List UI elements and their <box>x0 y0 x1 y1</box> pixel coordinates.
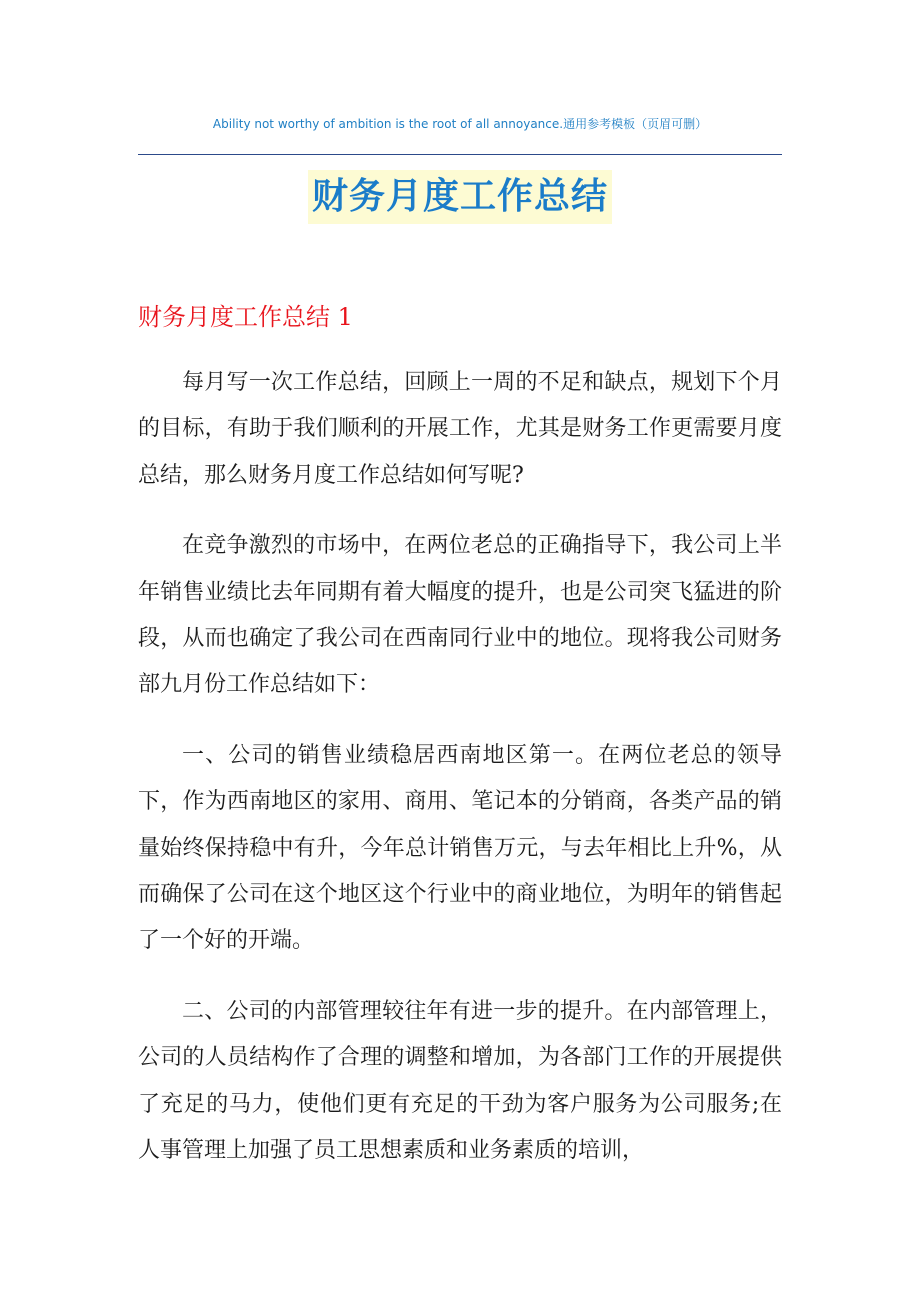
title-container <box>0 170 920 224</box>
paragraph-intro: 每月写一次工作总结，回顾上一周的不足和缺点，规划下个月的目标，有助于我们顺利的开展工作，尤其是财务工作更需要月度总结，那么财务月度工作总结如何写呢? <box>138 370 782 488</box>
header-divider <box>138 154 782 155</box>
document-title: 财务月度工作总结 <box>308 170 612 224</box>
paragraph-point-two: 二、公司的内部管理较往年有进一步的提升。在内部管理上，公司的人员结构作了合理的调整和增加，为各部门工作的开展提供了充足的马力，使他们更有充足的干劲为客户服务为公司服务;在人事管理上加强了员工思想素质和业务素质的培训， <box>138 998 782 1164</box>
paragraph-context: 在竞争激烈的市场中，在两位老总的正确指导下，我公司上半年销售业绩比去年同期有着大幅度的提升，也是公司突飞猛进的阶段，从而也确定了我公司在西南同行业中的地位。现将我公司财务部九月份工作总结如下： <box>138 533 782 698</box>
paragraph-point-one: 一、公司的销售业绩稳居西南地区第一。在两位老总的领导下，作为西南地区的家用、商用、笔记本的分销商，各类产品的销量始终保持稳中有升，今年总计销售万元，与去年相比上升%，从而确保了公司在这个地区这个行业中的商业地位，为明年的销售起了一个好的开端。 <box>138 742 782 954</box>
section-heading: 财务月度工作总结 1 <box>138 303 353 331</box>
page-header-text: Ability not worthy of ambition is the root of all annoyance.通用参考模板（页眉可删） <box>212 117 708 131</box>
document-body <box>138 360 782 1199</box>
